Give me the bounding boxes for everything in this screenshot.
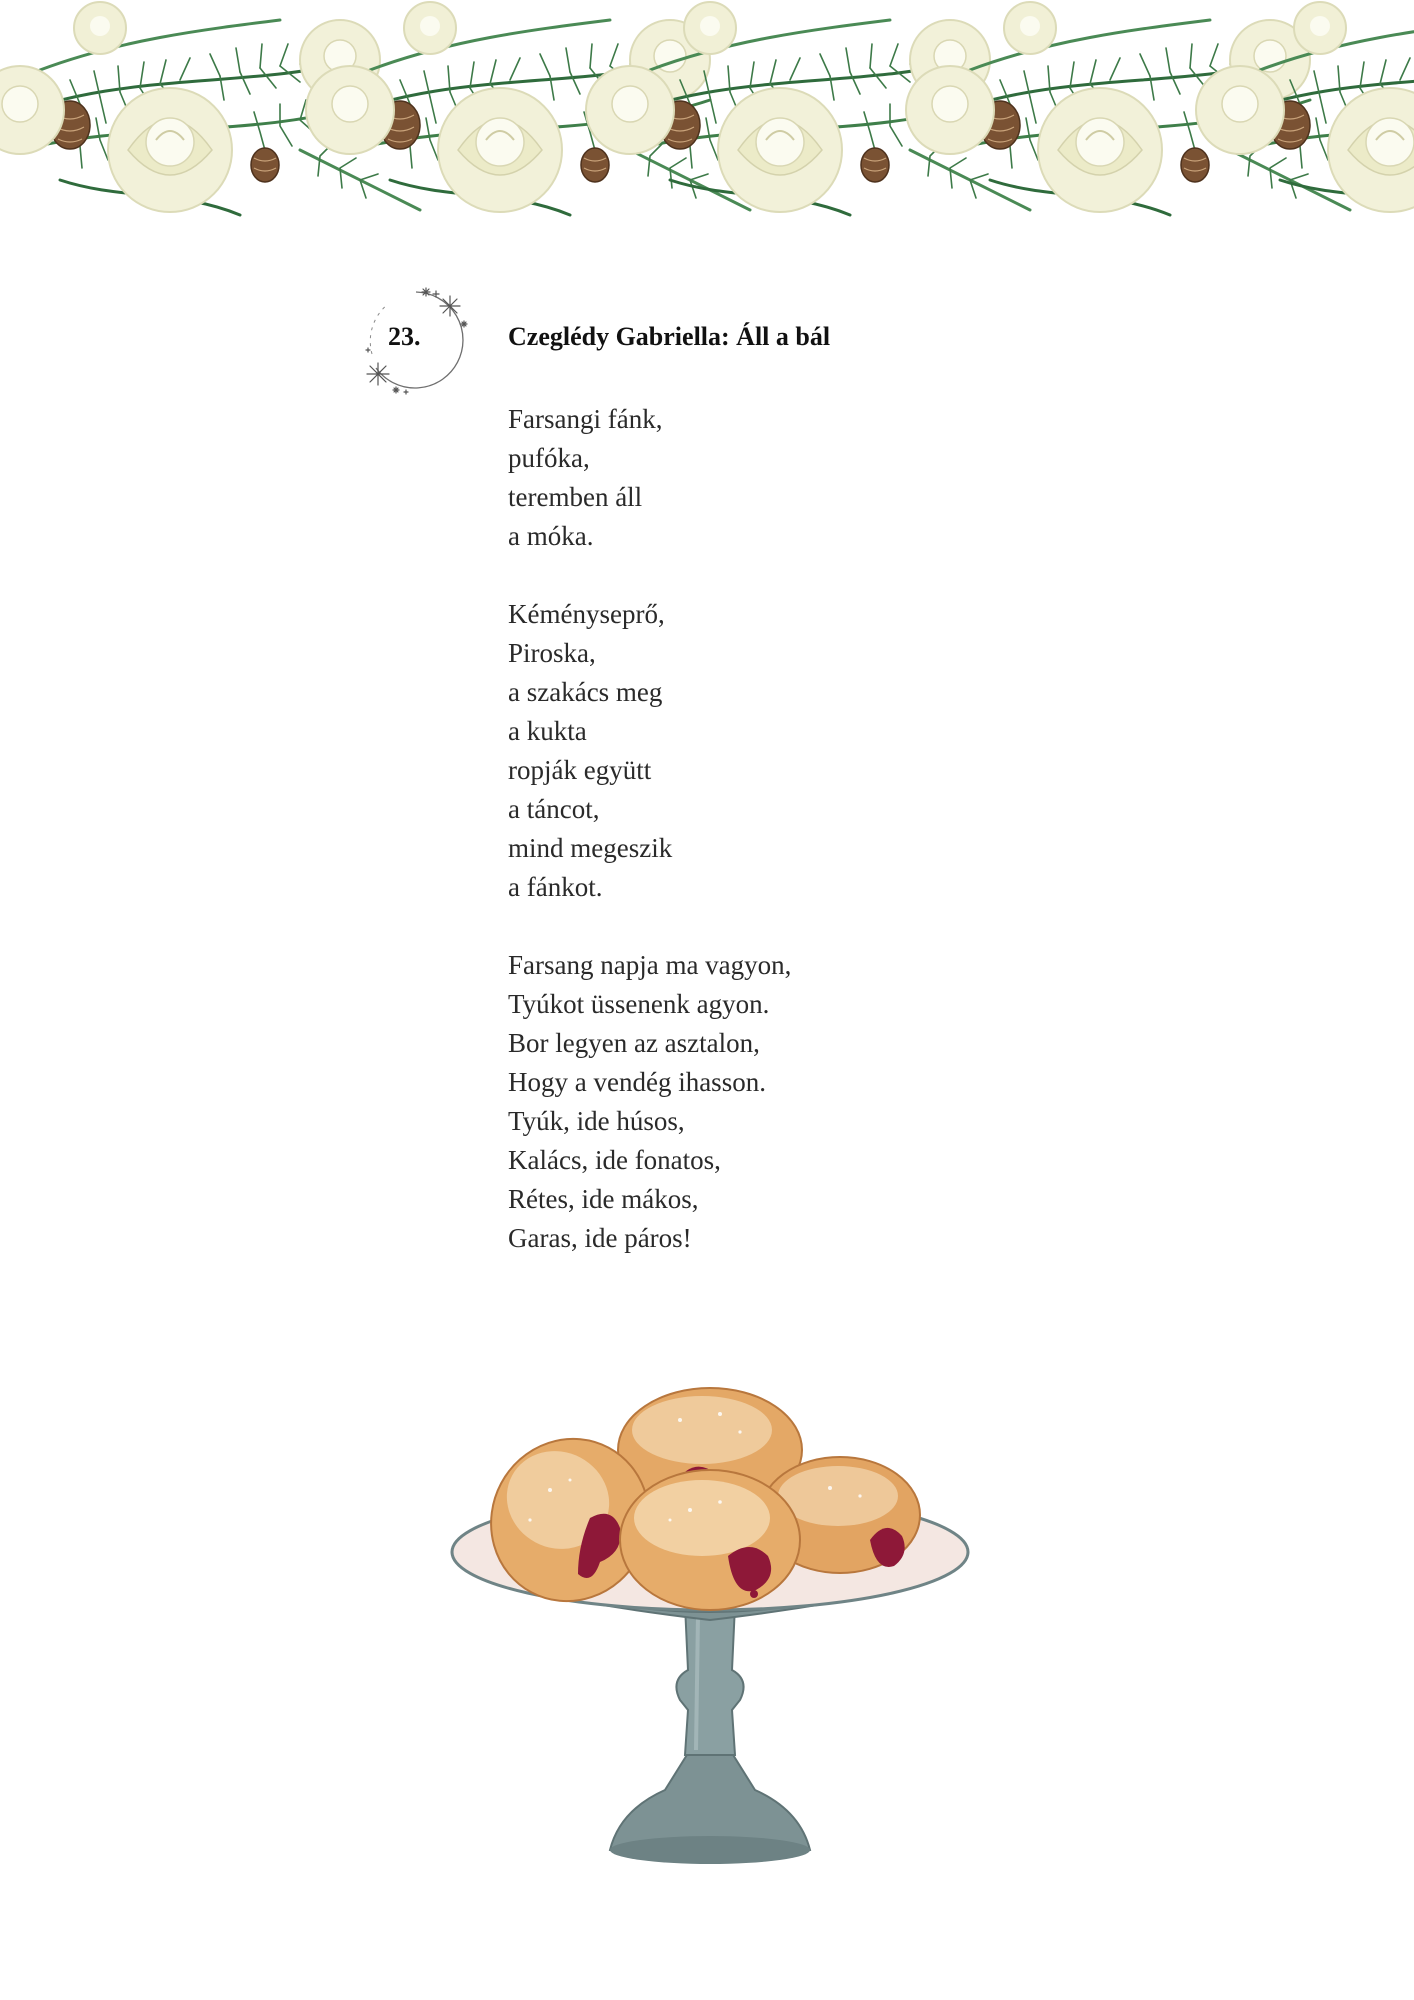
- poem-line: Kéményseprő,: [508, 599, 665, 629]
- stanza: [508, 400, 1108, 556]
- garland-segment: [1196, 2, 1414, 215]
- poem-line: Bor legyen az asztalon,: [508, 1028, 760, 1058]
- poem-title: Czeglédy Gabriella: Áll a bál: [508, 322, 831, 351]
- poem-line: a kukta: [508, 716, 587, 746]
- poem-line: a móka.: [508, 521, 594, 551]
- rose-pine-garland-icon: [0, 0, 1414, 240]
- poem-line: Hogy a vendég ihasson.: [508, 1067, 766, 1097]
- stanza: [508, 946, 1108, 1258]
- poem-line: Farsang napja ma vagyon,: [508, 950, 792, 980]
- poem-line: a szakács meg: [508, 677, 663, 707]
- poem-line: Kalács, ide fonatos,: [508, 1145, 721, 1175]
- poem-line: Piroska,: [508, 638, 596, 668]
- poem-line: Rétes, ide mákos,: [508, 1184, 699, 1214]
- poem-line: ropják együtt: [508, 755, 652, 785]
- stanza: [508, 595, 1108, 907]
- poem-line: Farsangi fánk,: [508, 404, 663, 434]
- poem-body: [508, 400, 1108, 1297]
- poem-line: Tyúk, ide húsos,: [508, 1106, 685, 1136]
- poem-line: Garas, ide páros!: [508, 1223, 692, 1253]
- poem-line: mind megeszik: [508, 833, 673, 863]
- poem-line: a táncot,: [508, 794, 600, 824]
- donut-cake-stand-icon: [440, 1370, 980, 1880]
- poem-number: 23.: [388, 322, 421, 351]
- poem-line: Tyúkot üssenenk agyon.: [508, 989, 770, 1019]
- poem-line: teremben áll: [508, 482, 643, 512]
- poem-line: a fánkot.: [508, 872, 603, 902]
- poem-line: pufóka,: [508, 443, 590, 473]
